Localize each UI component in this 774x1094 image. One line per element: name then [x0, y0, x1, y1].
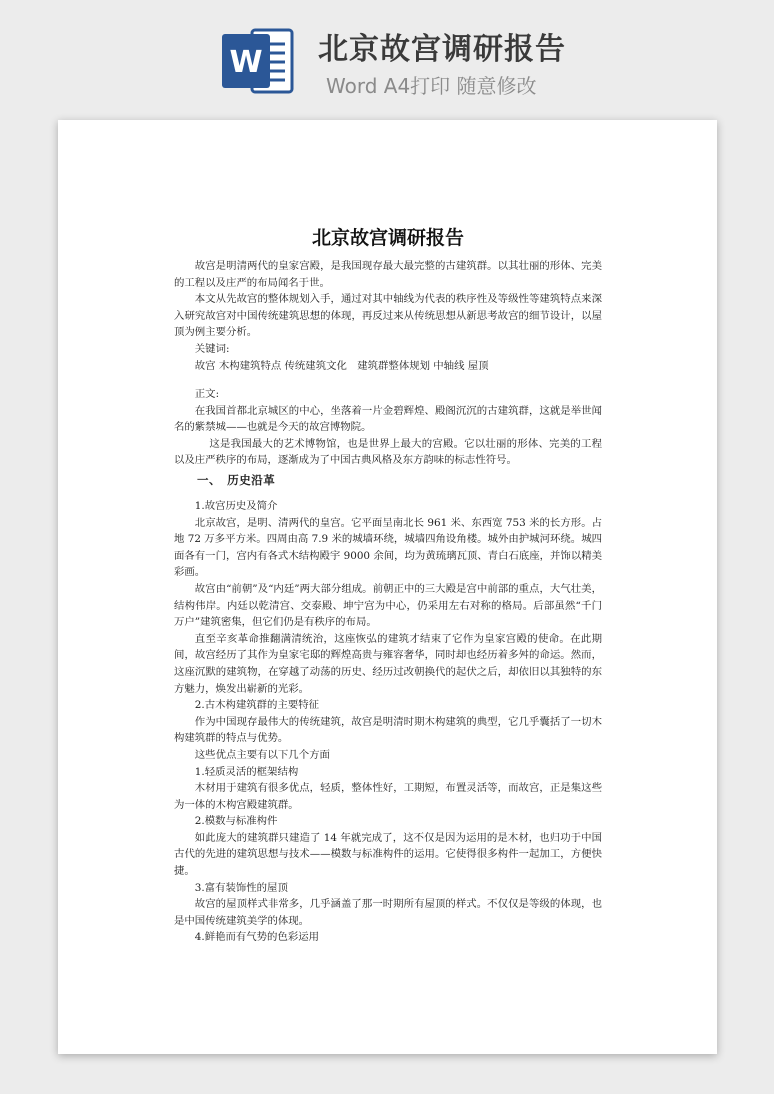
- banner-title: 北京故宫调研报告: [318, 32, 566, 67]
- document-title: 北京故宫调研报告: [311, 227, 464, 249]
- history-paragraph: 直至辛亥革命推翻满清统治，这座恢弘的建筑才结束了它作为皇家宫殿的使命。在此期间，故宫经历了其作为皇家宅邸的辉煌高贵与雍容奢华，同时却也经历着多舛的命运。然而，这座沉默的建筑物，在穿越了动荡的历史、经历过改朝换代的起伏之后，却依旧以其独特的东方魅力，焕发出崭新的光彩。: [174, 632, 602, 695]
- intro-section: [174, 258, 602, 374]
- main-text-label: 正文:: [194, 388, 220, 400]
- main-text-paragraph: 在我国首都北京城区的中心，坐落着一片金碧辉煌、殿阁沉沉的古建筑群，这就是举世闻名的紫禁城——也就是今天的故宫博物院。: [174, 404, 602, 434]
- features-paragraph: 这些优点主要有以下几个方面: [194, 748, 330, 761]
- feature-paragraph: 木材用于建筑有很多优点，轻质，整体性好，工期短，布置灵活等，而故宫，正是集这些为一体的木构宫殿建筑群。: [174, 782, 602, 811]
- feature-title: 3.富有装饰性的屋顶: [194, 881, 288, 894]
- keywords-label: 关键词:: [194, 342, 230, 355]
- feature-paragraph: 故宫的屋顶样式非常多，几乎涵盖了那一时期所有屋顶的样式。不仅仅是等级的体现，也是中国传统建筑美学的体现。: [174, 898, 602, 927]
- feature-paragraph: 如此庞大的建筑群只建造了 14 年就完成了，这不仅是因为运用的是木材，也归功于中国古代的先进的建筑思想与技术——模数与标准构件的运用。它使得很多构件一起加工，方便快捷。: [174, 831, 602, 878]
- feature-title: 4.鲜艳而有气势的色彩运用: [194, 931, 320, 944]
- banner-subtitle: Word A4打印 随意修改: [326, 74, 537, 98]
- history-paragraph: 故宫由“前朝”及“内廷”两大部分组成。前朝正中的三大殿是宫中前部的重点，大气壮美，结构伟岸。内廷以乾清宫、交泰殿、坤宁宫为中心，仍采用左右对称的格局。后部虽然“千门万户”建筑密集，但它们仍是有秩序的布局。: [174, 582, 602, 629]
- document-page: [58, 120, 717, 1054]
- keywords-list: 故宫 木构建筑特点 传统建筑文化 建筑群整体规划 中轴线 屋顶: [194, 359, 489, 372]
- main-text-section: [174, 386, 602, 469]
- intro-paragraph: 故宫是明清两代的皇家宫殿，是我国现存最大最完整的古建筑群。以其壮丽的形体、完美的工程以及庄严的布局闻名于世。: [174, 260, 602, 289]
- main-text-paragraph: 这是我国最大的艺术博物馆，也是世界上最大的宫殿。它以壮丽的形体、完美的工程以及庄严秩序的布局，逐渐成为了中国古典风格及东方韵味的标志性符号。: [174, 437, 602, 467]
- subsection-title: 2.古木构建筑群的主要特征: [194, 699, 320, 712]
- history-section: [174, 498, 602, 946]
- word-icon-letter: W: [229, 45, 263, 80]
- feature-title: 2.模数与标准构件: [194, 815, 278, 828]
- word-document-icon: [222, 26, 294, 96]
- intro-paragraph: 本文从先故宫的整体规划入手，通过对其中轴线为代表的秩序性及等级性等建筑特点来深入研究故宫对中国传统建筑思想的体现，再反过来从传统思想从新思考故宫的细节设计，以屋顶为例主要分析。: [174, 293, 602, 339]
- section-heading: [174, 472, 602, 489]
- subsection-title: 1.故宫历史及简介: [194, 500, 278, 512]
- section-1-heading: 一、 历史沿革: [197, 473, 276, 487]
- history-paragraph: 北京故宫，是明、清两代的皇宫。它平面呈南北长 961 米、东西宽 753 米的长方形。占地 72 万多平方米。四周由高 7.9 米的城墙环绕，城墙四角设角楼。城外由护城河环绕。城四面各有一门，宫内有各式木结构殿宇 9000 余间，均为黄琉璃瓦顶、青白石底座，并饰以精美彩画。: [174, 516, 602, 579]
- header-banner: [0, 0, 774, 118]
- features-paragraph: 作为中国现存最伟大的传统建筑，故宫是明清时期木构建筑的典型，它几乎囊括了一切木构建筑群的特点与优势。: [174, 715, 602, 745]
- feature-title: 1.轻质灵活的框架结构: [194, 765, 299, 778]
